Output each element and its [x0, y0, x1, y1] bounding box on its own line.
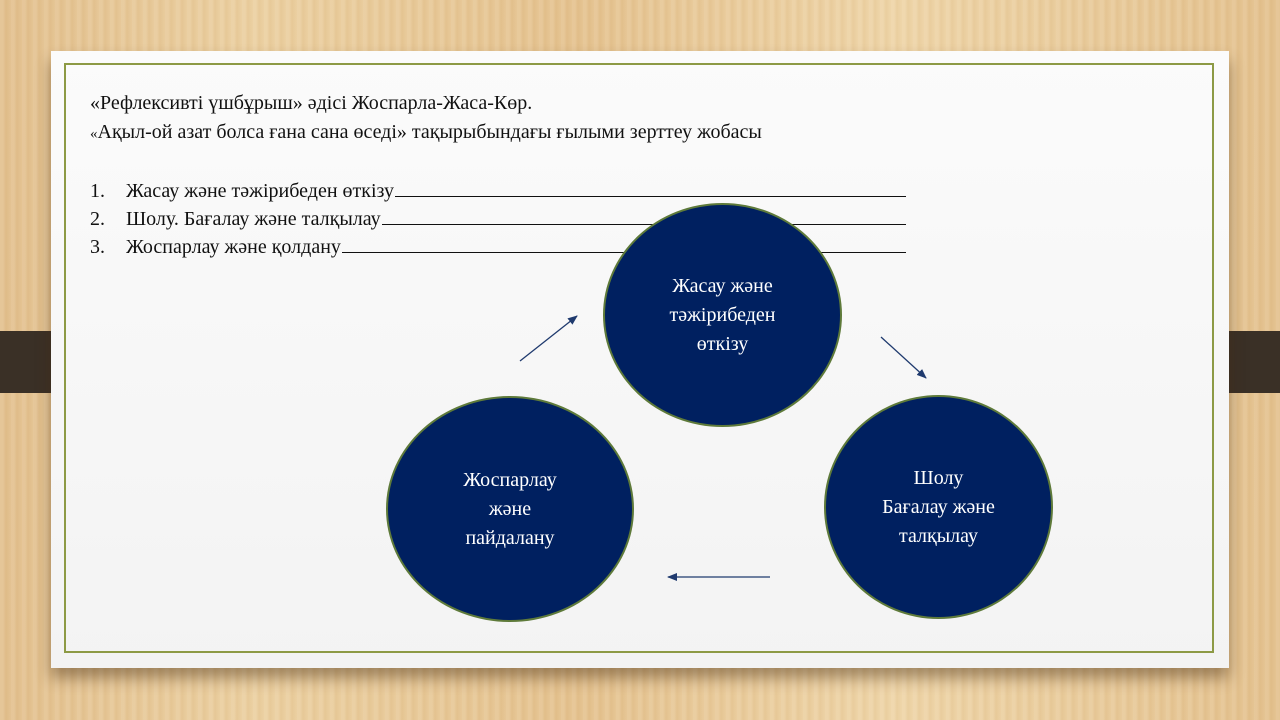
- step-text: Жоспарлау және қолдану: [126, 236, 341, 258]
- arrow-left-to-top: [520, 316, 577, 361]
- cycle-node-label: Жоспарлау және пайдалану: [463, 468, 557, 549]
- slide-title: «Рефлексивті үшбұрыш» әдісі Жоспарла-Жаса-Көр.: [90, 92, 533, 114]
- step-number: 1.: [90, 180, 105, 202]
- arrow-top-to-right: [881, 337, 926, 378]
- step-text: Шолу. Бағалау және талқылау: [126, 208, 381, 230]
- subtitle-open-quote: «: [90, 126, 98, 142]
- subtitle-text: Ақыл-ой азат болса ғана сана өседі» тақырыбындағы ғылыми зерттеу жобасы: [97, 121, 762, 143]
- cycle-node-label: Жасау және тәжірибеден өткізу: [669, 274, 776, 355]
- cycle-node-do: [603, 203, 842, 427]
- step-text: Жасау және тәжірибеден өткізу: [126, 180, 395, 202]
- step-number: 3.: [90, 236, 105, 258]
- step-number: 2.: [90, 208, 105, 230]
- cycle-node-plan: [386, 396, 634, 622]
- cycle-node-review: [824, 395, 1053, 619]
- cycle-node-label: Шолу Бағалау және талқылау: [882, 466, 995, 547]
